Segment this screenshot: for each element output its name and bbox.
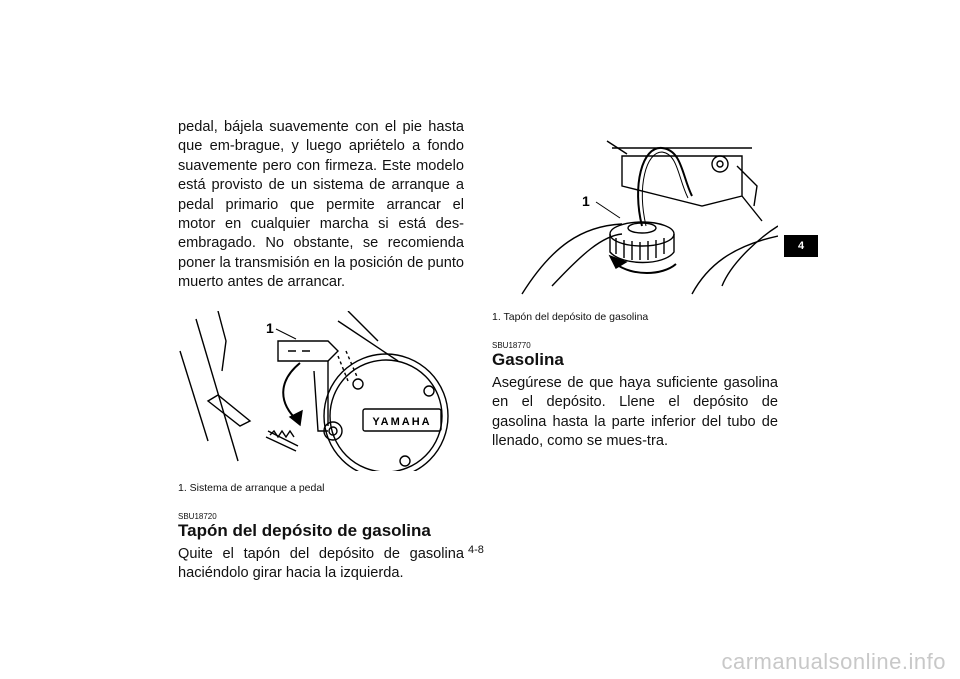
kick-starter-illustration: [178, 311, 464, 471]
right-column: [492, 118, 778, 452]
figure-caption: 1. Tapón del depósito de gasolina: [492, 311, 649, 323]
fuel-cap-figure: [492, 126, 778, 303]
kick-starter-figure: [178, 311, 464, 476]
fuel-cap-illustration: [492, 126, 778, 298]
left-column: [178, 118, 464, 583]
section-heading: Tapón del depósito de gasolina: [178, 520, 431, 540]
figure-callout-number: 1: [582, 193, 590, 209]
watermark: carmanualsonline.info: [721, 649, 946, 674]
section-code: SBU18770: [492, 341, 531, 350]
chapter-tab: 4: [784, 235, 818, 257]
section-body: Asegúrese de que haya suficiente gasolina en el depósito. Llene el depósito de gasolina hasta la parte inferior del tubo de llenado, como se mues-tra.: [492, 375, 778, 450]
section-body: Quite el tapón del depósito de gasolina haciéndolo girar hacia la izquierda.: [178, 545, 464, 582]
intro-paragraph: pedal, bájela suavemente con el pie hasta que em-brague, y luego apriételo a fondo suavemente pero con firmeza. Este modelo está provisto de un sistema de arranque a pedal primario que permite arrancar el motor en cualquier marcha si está des-embragado. No obstante, se recomienda poner la transmisión en la posición de punto muerto antes de arrancar.: [178, 119, 464, 291]
page-number: 4-8: [468, 544, 484, 556]
section-fuel-cap: [178, 512, 464, 584]
figure-callout-number: 1: [266, 319, 274, 336]
figure-caption: 1. Sistema de arranque a pedal: [178, 481, 325, 494]
section-fuel: [492, 341, 778, 452]
yamaha-logo-text: YAMAHA: [372, 415, 432, 428]
section-code: SBU18720: [178, 511, 217, 521]
section-heading: Gasolina: [492, 350, 564, 369]
